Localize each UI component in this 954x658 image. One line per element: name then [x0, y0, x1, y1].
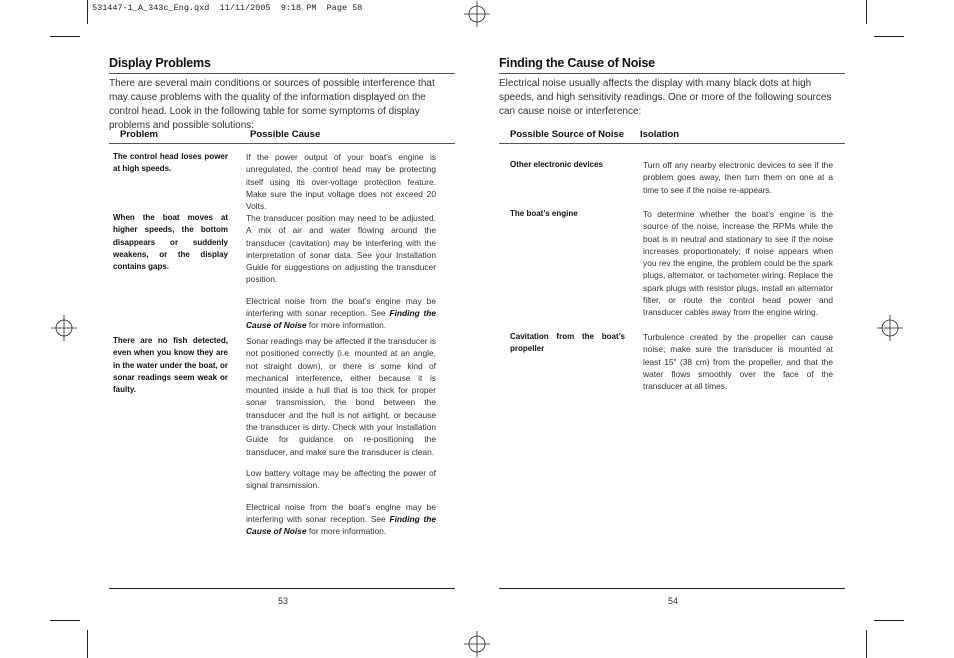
- cause-text: Sonar readings may be affected if the transducer is not positioned correctly (i.e. mounted at an angle, not straight down), or there is some kind of mechanical interference, either because it is mounted inside a hull that is too thick for proper sonar transmission, the bond between the transducer and the hull is not airtight, or because the transducer is dirty. Check with your Installation Guide for guidance on re-positioning the transducer, and make sure the transducer is clean.: [246, 336, 436, 457]
- crop-mark: [87, 0, 88, 24]
- cause-text: Low battery voltage may be affecting the power of signal transmission.: [246, 467, 436, 491]
- print-slug: 531447-1_A_343c_Eng.qxd 11/11/2005 9:18 PM Page 58: [92, 3, 363, 13]
- cause-text: The transducer position may need to be adjusted. A mix of air and water flowing around the transducer (cavitation) may be interfering with the interpretation of sonar data. See your Installation Guide for suggestions on adjusting the transducer position.: [246, 213, 436, 285]
- cause-text: If the power output of your boat’s engine is unregulated, the control head may be protecting itself using its over-voltage protection feature. Make sure the input voltage does not exceed 20 Volts.: [246, 152, 436, 212]
- footer-rule: [109, 588, 455, 589]
- table-row-problem: When the boat moves at higher speeds, the bottom disappears or suddenly weakens, or the display contains gaps.: [113, 213, 228, 272]
- cause-text-tail: for more information.: [306, 320, 387, 331]
- cross-reference-link[interactable]: Finding the Cause of Noise: [246, 513, 437, 537]
- cause-text: [246, 295, 436, 332]
- divider: [109, 73, 455, 74]
- divider: [109, 143, 455, 144]
- intro-paragraph: Electrical noise usually affects the display with many black dots at high speeds, and high sensitivity readings. One or more of the following sources can cause noise or interference:: [499, 78, 832, 117]
- cross-reference-link[interactable]: Finding the Cause of Noise: [246, 308, 437, 331]
- page-number: 54: [668, 596, 679, 606]
- table-row-isolation: Turbulence created by the propeller can cause noise; make sure the transducer is mounted at least 15" (38 cm) from the propeller, and that the water flows smoothly over the face of the transducer at all times.: [643, 332, 833, 392]
- footer-rule: [499, 588, 845, 589]
- crop-mark: [50, 620, 80, 621]
- cause-text-tail: for more information.: [306, 526, 387, 537]
- table-row-cause: [246, 151, 436, 221]
- column-header-source: Possible Source of Noise: [510, 129, 625, 140]
- cause-text: [246, 501, 436, 538]
- divider: [499, 73, 845, 74]
- page-title: Display Problems: [109, 56, 211, 70]
- table-row-source: The boat’s engine: [510, 209, 578, 218]
- column-header-possible-cause: Possible Cause: [250, 129, 321, 140]
- column-header-isolation: Isolation: [640, 129, 680, 140]
- table-row-source: Other electronic devices: [510, 160, 603, 169]
- table-row-cause: [246, 335, 436, 546]
- table-row-isolation: Turn off any nearby electronic devices to see if the problem goes away, then turn them on one at a time to see if the noise re-appears.: [643, 160, 833, 195]
- crop-mark: [50, 36, 80, 37]
- page-title: Finding the Cause of Noise: [499, 56, 655, 70]
- table-row-problem: There are no fish detected, even when you know they are in the water under the boat, or sonar readings seem weak or faulty.: [113, 336, 228, 395]
- crop-mark: [874, 620, 904, 621]
- table-row-source: Cavitation from the boat’s propeller: [510, 332, 625, 354]
- registration-mark-icon: [877, 315, 903, 341]
- divider: [499, 143, 845, 144]
- crop-mark: [87, 630, 88, 658]
- crop-mark: [866, 0, 867, 24]
- registration-mark-icon: [464, 1, 490, 27]
- intro-paragraph: There are several main conditions or sources of possible interference that may cause problems with the quality of the information displayed on the control head. Look in the following table for some symptoms of display problems and possible solutions:: [109, 78, 435, 131]
- table-row-cause: [246, 212, 436, 341]
- crop-mark: [874, 36, 904, 37]
- table-row-problem: The control head loses power at high speeds.: [113, 152, 228, 174]
- registration-mark-icon: [51, 315, 77, 341]
- cause-text-lead: Electrical noise from the boat’s engine may be interfering with sonar reception. See: [246, 501, 436, 524]
- crop-mark: [866, 630, 867, 658]
- registration-mark-icon: [464, 631, 490, 657]
- column-header-problem: Problem: [120, 129, 159, 140]
- page-number: 53: [278, 596, 289, 606]
- table-row-isolation: To determine whether the boat’s engine is the source of the noise, increase the RPMs while the boat is in neutral and stationary to see if the noise increases proportionately; if noise appears when you rev the engine, the problem could be the spark plugs, alternator, or tachometer wiring. Replace the spark plugs with resistor plugs, install an alternator filter, or route the control head power and transducer cables away from the engine wiring.: [643, 209, 833, 318]
- cause-text-lead: Electrical noise from the boat’s engine may be interfering with sonar reception. See: [246, 295, 436, 319]
